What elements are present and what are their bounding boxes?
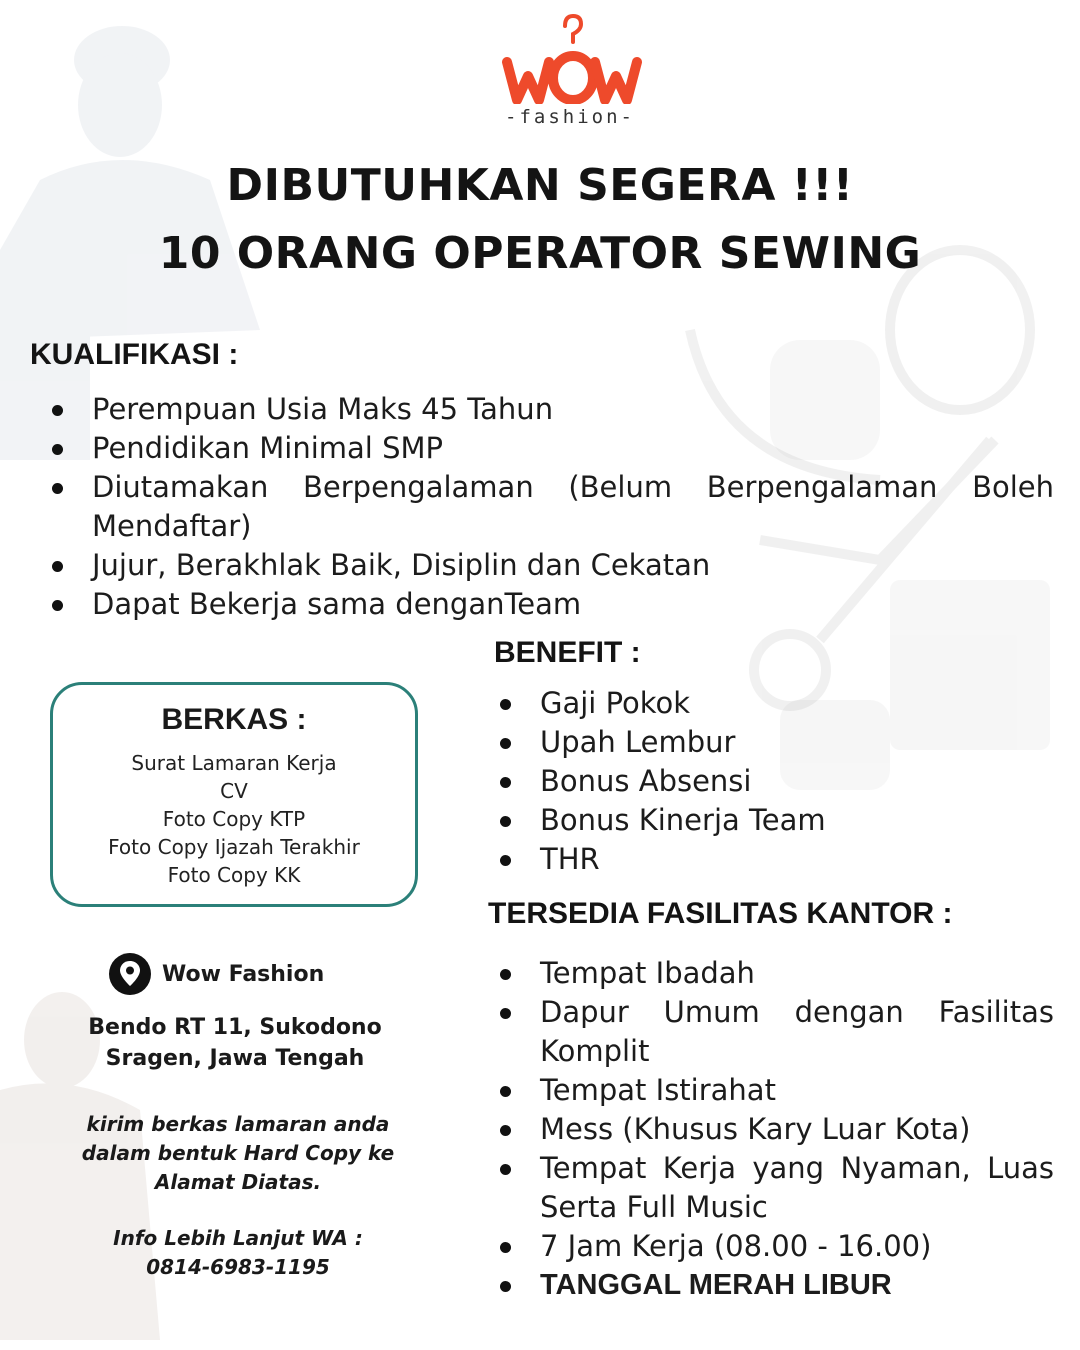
note-line: dalam bentuk Hard Copy ke — [81, 1141, 395, 1165]
list-item: Bonus Absensi — [492, 762, 1052, 801]
berkas-box — [50, 682, 418, 907]
list-item: Jujur, Berakhlak Baik, Disiplin dan Cekatan — [44, 546, 1054, 585]
kualifikasi-title: KUALIFIKASI : — [30, 338, 239, 371]
list-item: Tempat Kerja yang Nyaman, Luas Serta Full Music — [492, 1149, 1054, 1227]
hanger-logo-icon — [495, 14, 645, 104]
fasilitas-list — [492, 954, 1054, 1305]
list-item: 7 Jam Kerja (08.00 - 16.00) — [492, 1227, 1054, 1266]
list-item: Foto Copy KK — [167, 863, 301, 887]
list-item: Gaji Pokok — [492, 684, 1052, 723]
address-line: Bendo RT 11, Sukodono — [88, 1015, 382, 1040]
list-item: Bonus Kinerja Team — [492, 801, 1052, 840]
list-item: THR — [492, 840, 1052, 879]
headline-urgent: DIBUTUHKAN SEGERA !!! — [226, 160, 854, 211]
list-item: Tempat Ibadah — [492, 954, 1054, 993]
note-line: kirim berkas lamaran anda — [86, 1112, 390, 1136]
company-name: Wow Fashion — [162, 961, 325, 987]
list-item: TANGGAL MERAH LIBUR — [492, 1266, 1054, 1305]
logo-subtitle: -fashion- — [505, 106, 635, 128]
benefit-list — [492, 684, 1052, 879]
berkas-list — [53, 749, 415, 889]
address-line: Sragen, Jawa Tengah — [105, 1046, 365, 1071]
list-item: Diutamakan Berpengalaman (Belum Berpengalaman Boleh Mendaftar) — [44, 468, 1054, 546]
headline-position: 10 ORANG OPERATOR SEWING — [158, 228, 922, 279]
whatsapp-info — [60, 1224, 416, 1282]
berkas-title: BERKAS : — [161, 703, 307, 736]
list-item: Dapat Bekerja sama denganTeam — [44, 585, 1054, 624]
list-item: Foto Copy KTP — [162, 807, 306, 831]
list-item: Dapur Umum dengan Fasilitas Komplit — [492, 993, 1054, 1071]
fasilitas-title: TERSEDIA FASILITAS KANTOR : — [488, 897, 953, 930]
kualifikasi-list — [44, 390, 1054, 624]
list-item: CV — [220, 779, 248, 803]
wa-number: 0814-6983-1195 — [146, 1255, 330, 1279]
list-item: Foto Copy Ijazah Terakhir — [108, 835, 360, 859]
list-item: Tempat Istirahat — [492, 1071, 1054, 1110]
brand-logo — [470, 14, 670, 134]
address — [60, 1012, 410, 1074]
list-item: Mess (Khusus Kary Luar Kota) — [492, 1110, 1054, 1149]
benefit-title: BENEFIT : — [494, 636, 641, 669]
list-item: Surat Lamaran Kerja — [131, 751, 337, 775]
list-item: Upah Lembur — [492, 723, 1052, 762]
list-item: Perempuan Usia Maks 45 Tahun — [44, 390, 1054, 429]
location-pin-icon — [108, 952, 152, 996]
location-row — [108, 952, 324, 996]
wa-label: Info Lebih Lanjut WA : — [113, 1226, 363, 1250]
list-item: Pendidikan Minimal SMP — [44, 429, 1054, 468]
note-line: Alamat Diatas. — [154, 1170, 322, 1194]
submission-note — [60, 1110, 416, 1197]
